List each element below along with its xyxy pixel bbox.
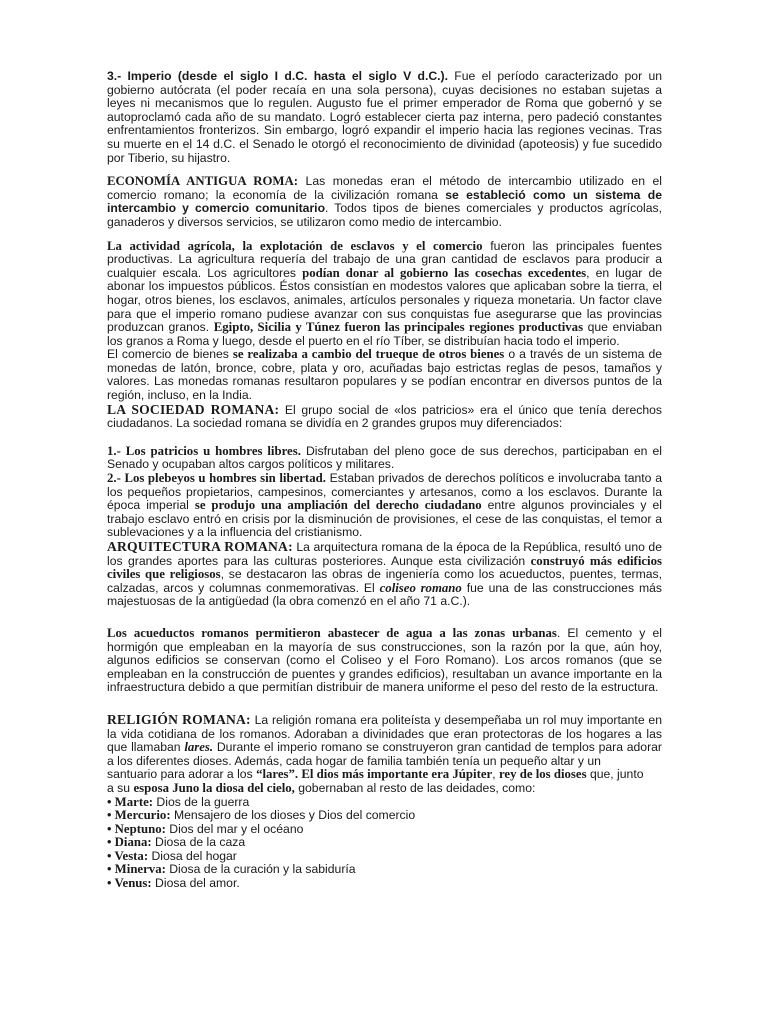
bold-text: La actividad agrícola, la explotación de esclavos y el comercio — [107, 238, 483, 253]
god-description: Diosa de la caza — [151, 835, 246, 850]
paragraph-plebeyos — [107, 472, 662, 540]
paragraph-sociedad — [107, 403, 662, 431]
text: El grupo social de «los patricios» era el único que tenía derechos ciudadanos. La sociedad romana se dividía en 2 grandes grupos muy diferenciados: — [107, 402, 662, 431]
text: La religión romana era politeísta y desempeñaba un rol muy importante en la vida cotidiana de los romanos. Adoraban a divinidades que eran protectoras de los hogares a las que llamaban — [107, 712, 662, 755]
bold-text: construyó más edificios civiles que religiosos — [107, 553, 662, 582]
list-item — [107, 877, 662, 891]
list-item — [107, 809, 662, 823]
text: , en lugar de abonar los impuestos públicos. Éstos consistían en modestos valores que aplicaban sobre la tierra, el hogar, otros bienes, los esclavos, animales, artículos personales y riqueza monetaria. Un factor clave para que el imperio romano pudiese avanzar con sus conquistas fue asegurarse que las provincias produzcan granos. — [107, 265, 662, 335]
text: , se destacaron las obras de ingeniería como los acueductos, puentes, termas, calzadas, arcos y columnas conmemorativas. El — [107, 567, 662, 595]
text: El comercio de bienes — [107, 347, 233, 362]
text: fue una de las construcciones más majestuosas de la antigüedad (la obra comenzó en el año 71 a.C.). — [107, 580, 662, 609]
text: santuario para adorar a los — [107, 767, 257, 782]
section-lead-imperio: 3.- Imperio (desde el siglo I d.C. hasta el siglo V d.C.). — [107, 69, 448, 83]
heading-economia: ECONOMÍA ANTIGUA ROMA: — [107, 174, 299, 189]
god-name: • Neptuno: — [107, 821, 166, 836]
list-item — [107, 863, 662, 877]
list-item — [107, 836, 662, 850]
text: gobernaban al resto de las deidades, como: — [294, 780, 536, 795]
paragraph-comercio — [107, 348, 662, 402]
text: Estaban privados de derechos políticos e involucraba tanto a los pequeños propietarios, campesinos, comerciantes y artesanos, como a los esclavos. Durante la época imperial — [107, 471, 662, 513]
text: que enviaban los granos a Roma y luego, desde el puerto en el río Tíber, se distribuían hacia todo el imperio. — [107, 320, 662, 348]
text: que, junto — [586, 767, 644, 782]
bold-text: Egipto, Sicilia y Túnez fueron las principales regiones productivas — [213, 320, 584, 335]
god-description: Mensajero de los dioses y Dios del comercio — [170, 808, 416, 823]
bold-lead: 2.- Los plebeyos u hombres sin libertad. — [107, 471, 326, 486]
text: fueron las principales fuentes productivas. La agricultura requería del trabajo de una gran cantidad de esclavos para producir a cualquier escala. Los agricultores — [107, 238, 662, 280]
text: Las monedas eran el método de intercambio utilizado en el comercio romano; la economía de la civilización romana — [107, 174, 662, 202]
god-description: Dios de la guerra — [153, 794, 250, 809]
paragraph-arquitectura — [107, 540, 662, 609]
text: o a través de un sistema de monedas de latón, bronce, cobre, plata y oro, acuñadas bajo estrictas reglas de pesos, tamaños y valores. Las monedas romanas resultaron populares y se podían encontrar en diversos puntos de la región, incluso, en la India. — [107, 347, 662, 403]
text: . Todos tipos de bienes comerciales y productos agrícolas, ganaderos y diversos servicios, se utilizaron como medio de intercambio. — [107, 201, 662, 229]
gods-list — [107, 796, 662, 891]
paragraph-santuario — [107, 768, 662, 782]
bold-italic-text: coliseo romano — [379, 580, 462, 595]
list-item — [107, 823, 662, 837]
god-name: • Diana: — [107, 835, 152, 850]
bold-text: se estableció como un sistema de intercambio y comercio comunitario — [107, 187, 662, 216]
text: , — [492, 767, 499, 782]
text: a su — [107, 780, 134, 795]
paragraph-religion — [107, 713, 662, 768]
god-name: • Mercurio: — [107, 808, 171, 823]
bold-text: Los acueductos romanos permitieron abastecer de agua a las zonas urbanas — [107, 625, 557, 640]
heading-arquitectura: ARQUITECTURA ROMANA: — [107, 539, 293, 554]
bold-text: rey de los dioses — [498, 767, 587, 782]
paragraph-imperio — [107, 70, 662, 165]
bold-text: “lares”. El dios más importante era Júpiter — [256, 767, 493, 782]
god-name: • Venus: — [107, 876, 152, 891]
bold-text: podían donar al gobierno las cosechas excedentes — [302, 265, 587, 280]
paragraph-acueductos — [107, 627, 662, 695]
text: La arquitectura romana de la época de la República, resultó uno de los grandes aportes para las culturas posteriores. Aunque esta civilización — [107, 540, 662, 568]
text: . El cemento y el hormigón que empleaban en la mayoría de sus construcciones, son la razón por la que, aún hoy, algunos edificios se conservan (como el Coliseo y el Foro Romano). Los arcos romanos (que se empleaban en la construcción de puentes y grandes edificios), resultaban un avance importante en la infraestructura debido a que permitían distribuir de manera uniforme el peso del resto de la estructura. — [107, 625, 662, 695]
paragraph-economia — [107, 175, 662, 229]
god-description: Dios del mar y el océano — [165, 821, 304, 836]
bold-text: se produjo una ampliación del derecho ciudadano — [194, 498, 482, 513]
paragraph-actividad-agricola — [107, 240, 662, 349]
paragraph-patricios — [107, 445, 662, 472]
list-item — [107, 796, 662, 810]
text: entre algunos provinciales y el trabajo esclavo entró en crisis por la disminución de provisiones, el cese de las conquistas, el temor a sublevaciones y a la influencia del cristianismo. — [107, 498, 662, 540]
heading-religion: RELIGIÓN ROMANA: — [107, 711, 251, 727]
god-name: • Vesta: — [107, 848, 149, 863]
list-item — [107, 850, 662, 864]
bold-text: esposa Juno la diosa del cielo, — [133, 780, 295, 795]
text: Fue el período caracterizado por un gobierno autócrata (el poder recaía en una sola persona), cuyas decisiones no estaban sujetas a leyes ni mecanismos que lo regulen. Augusto fue el primer emperador de Roma que gobernó y se autoproclamó cada año de su mandato. Logró establecer cierta paz interna, pero padeció constantes enfrentamientos fronterizos. Sin embargo, logró expandir el imperio hacia las regiones vecinas. Tras su muerte en el 14 d.C. el Senado le otorgó el reconocimiento de divinidad (apoteosis) y fue sucedido por Tiberio, su hijastro. — [107, 69, 662, 165]
text: Durante el imperio romano se construyeron gran cantidad de templos para adorar a los diferentes dioses. Además, cada hogar de familia también tenía un pequeño altar y un — [107, 740, 662, 768]
paragraph-juno — [107, 782, 662, 796]
god-description: Diosa del amor. — [151, 876, 240, 891]
god-description: Diosa del hogar — [148, 848, 237, 863]
bold-italic-text: lares. — [184, 740, 214, 755]
bold-lead: 1.- Los patricios u hombres libres. — [107, 443, 301, 458]
heading-sociedad: LA SOCIEDAD ROMANA: — [107, 401, 280, 417]
god-name: • Minerva: — [107, 862, 166, 877]
god-name: • Marte: — [107, 794, 154, 809]
text: Disfrutaban del pleno goce de sus derechos, participaban en el Senado y ocupaban altos cargos políticos y militares. — [107, 443, 662, 472]
bold-text: se realizaba a cambio del trueque de otros bienes — [232, 347, 505, 362]
god-description: Diosa de la curación y la sabiduría — [165, 862, 356, 877]
